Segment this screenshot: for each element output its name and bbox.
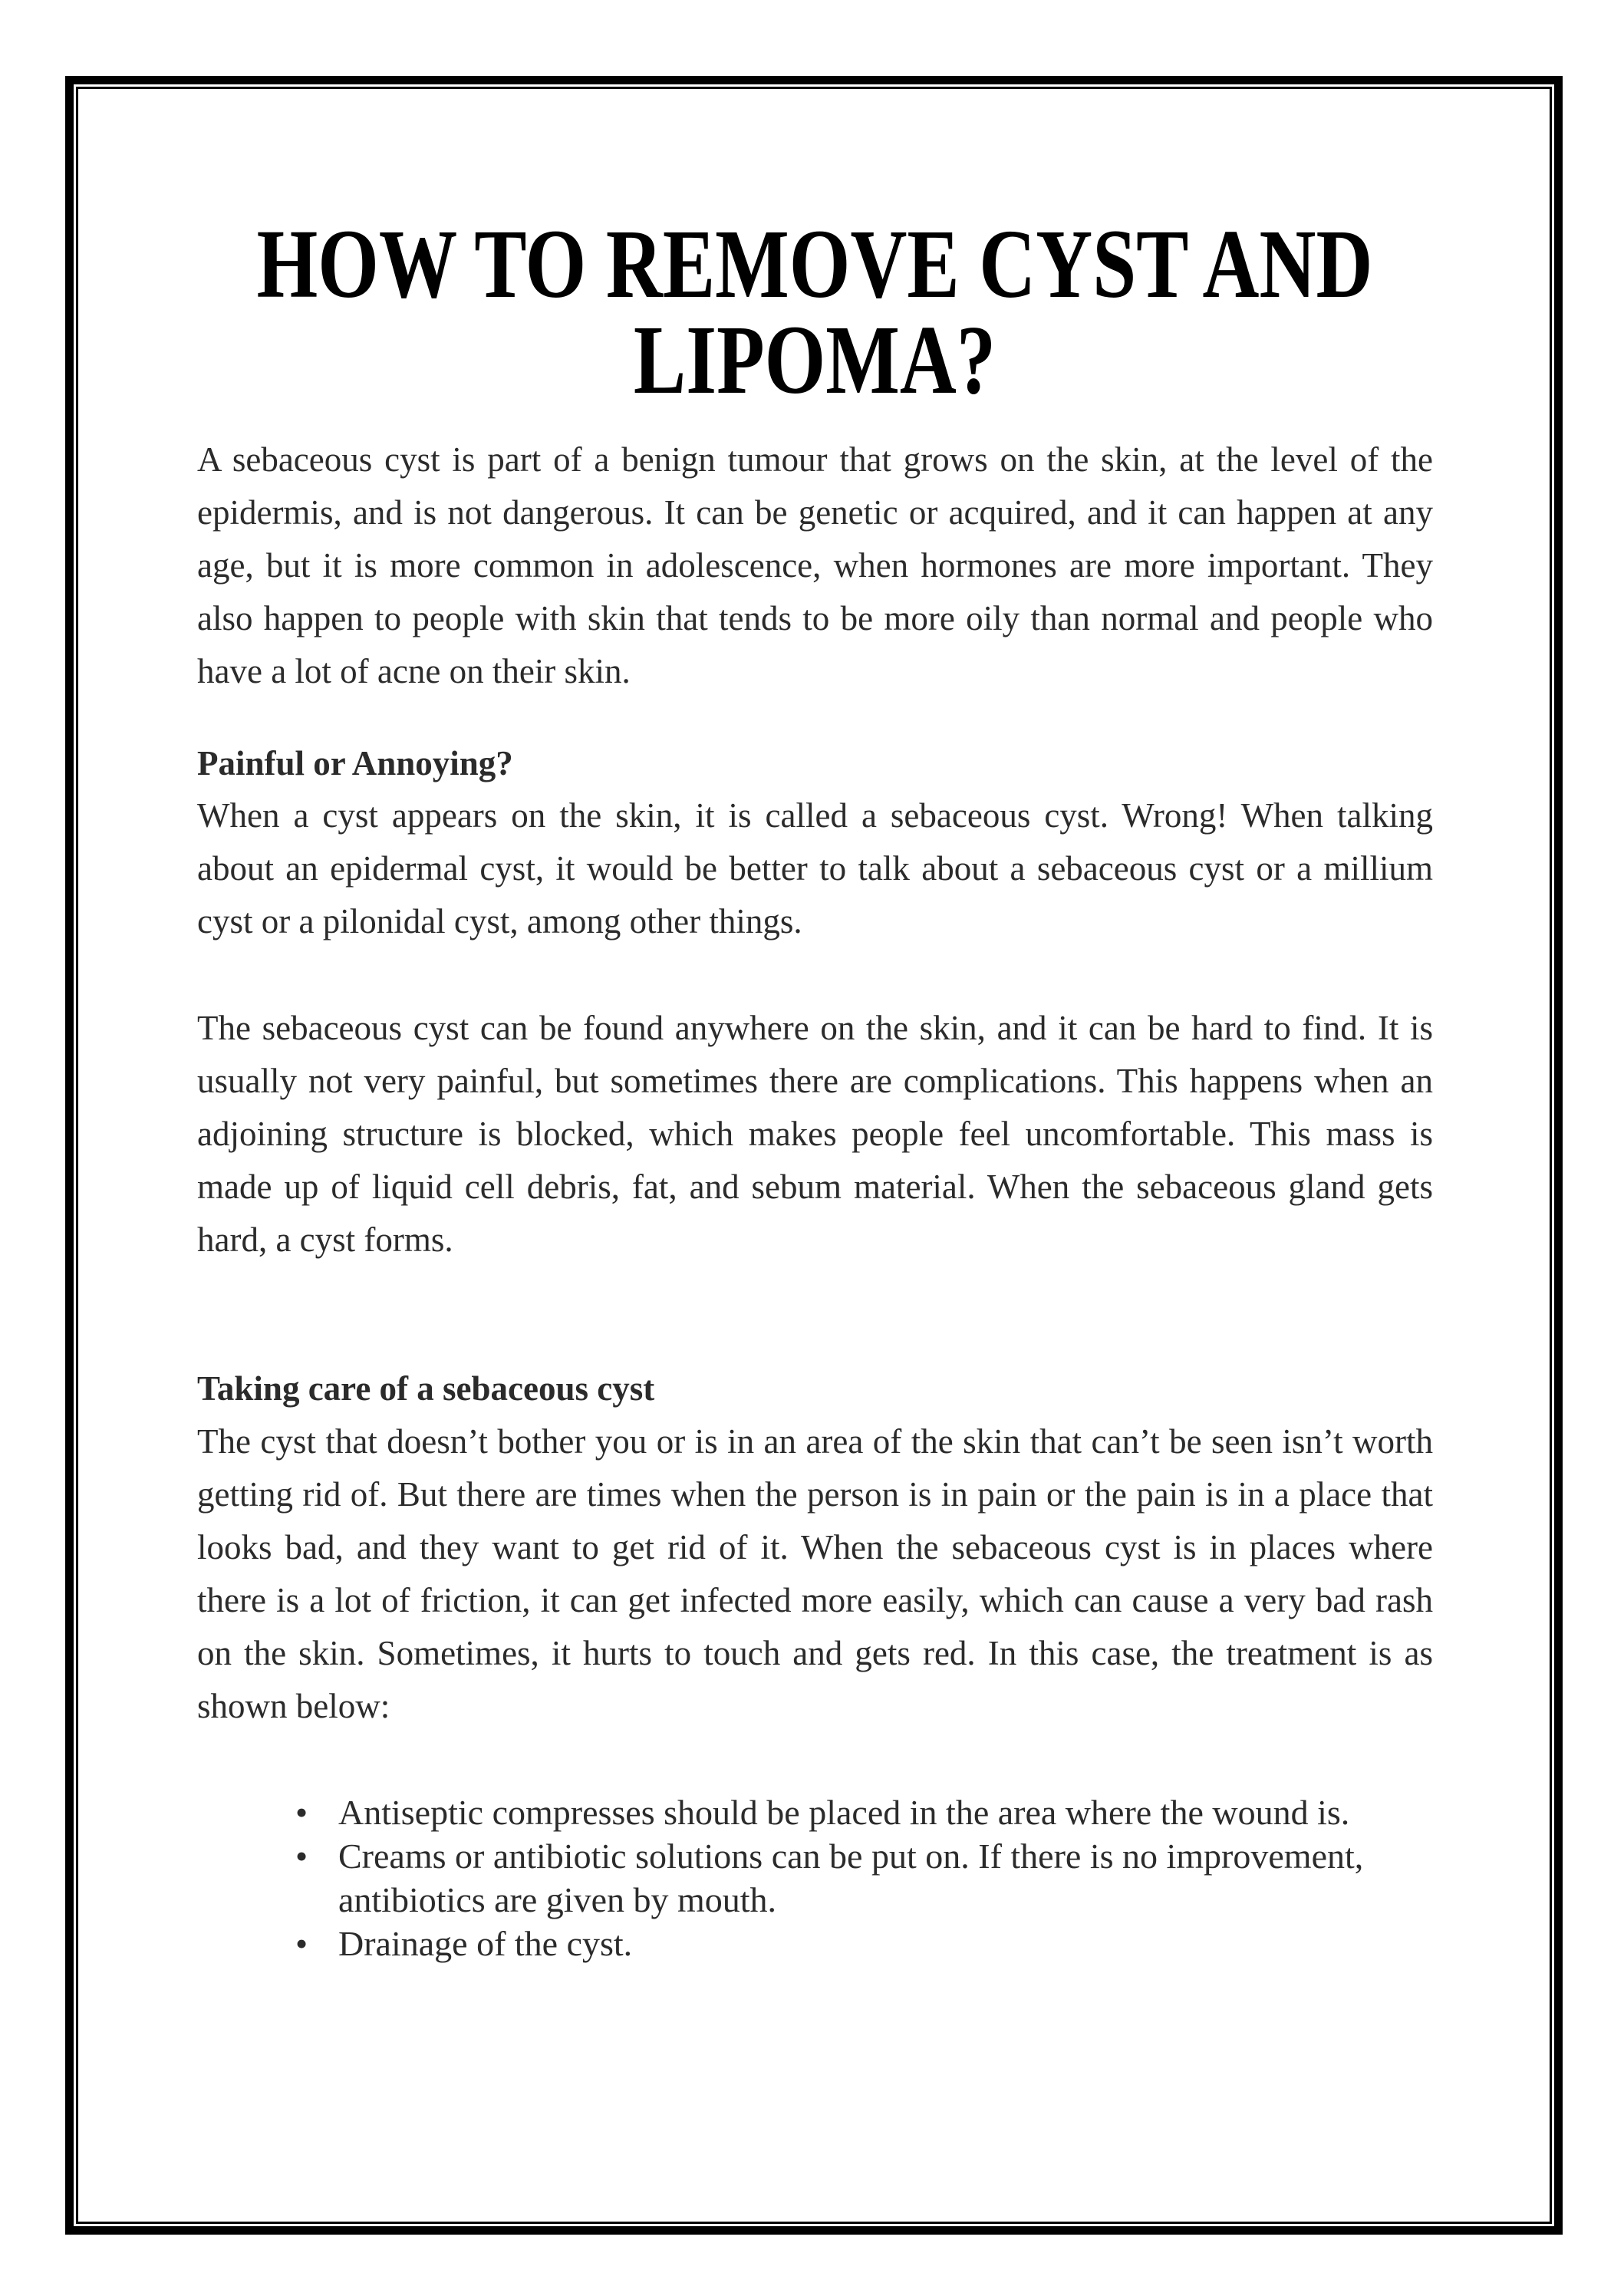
treatment-list [295, 1790, 1438, 1965]
list-item-text: Antiseptic compresses should be placed in the area where the wound is. [338, 1793, 1350, 1832]
bullet-icon: • [295, 1924, 308, 1963]
list-item [295, 1834, 1438, 1922]
list-item-text: Creams or antibiotic solutions can be put on. If there is no improvement, antibiotics are given by mouth. [338, 1836, 1364, 1919]
page-title: HOW TO REMOVE CYST AND LIPOMA? [256, 209, 1373, 414]
paragraph: When a cyst appears on the skin, it is called a sebaceous cyst. Wrong! When talking about an epidermal cyst, it would be better to talk about a sebaceous cyst or a millium cyst or a pilonidal cyst, among other things. [197, 796, 1433, 940]
list-item [295, 1922, 1438, 1965]
intro-paragraph: A sebaceous cyst is part of a benign tumour that grows on the skin, at the level of the epidermis, and is not dangerous. It can be genetic or acquired, and it can happen at any age, but it is more common in adolescence, when hormones are more important. They also happen to people with skin that tends to be more oily than normal and people who have a lot of acne on their skin. [197, 440, 1433, 690]
section-heading-taking-care: Taking care of a sebaceous cyst [197, 1369, 655, 1408]
bullet-icon: • [295, 1836, 308, 1876]
paragraph: The sebaceous cyst can be found anywhere on the skin, and it can be hard to find. It is usually not very painful, but sometimes there are complications. This happens when an adjoining structure is blocked, which makes people feel uncomfortable. This mass is made up of liquid cell debris, fat, and sebum material. When the sebaceous gland gets hard, a cyst forms. [197, 1009, 1433, 1259]
bullet-icon: • [295, 1793, 308, 1832]
paragraph: The cyst that doesn’t bother you or is in an area of the skin that can’t be seen isn’t worth getting rid of. But there are times when the person is in pain or the pain is in a place that looks bad, and they want to get rid of it. When the sebaceous cyst is in places where there is a lot of friction, it can get infected more easily, which can cause a very bad rash on the skin. Sometimes, it hurts to touch and gets red. In this case, the treatment is as shown below: [197, 1422, 1433, 1725]
section-heading-painful: Painful or Annoying? [197, 744, 513, 782]
list-item-text: Drainage of the cyst. [338, 1924, 633, 1963]
list-item [295, 1790, 1438, 1834]
